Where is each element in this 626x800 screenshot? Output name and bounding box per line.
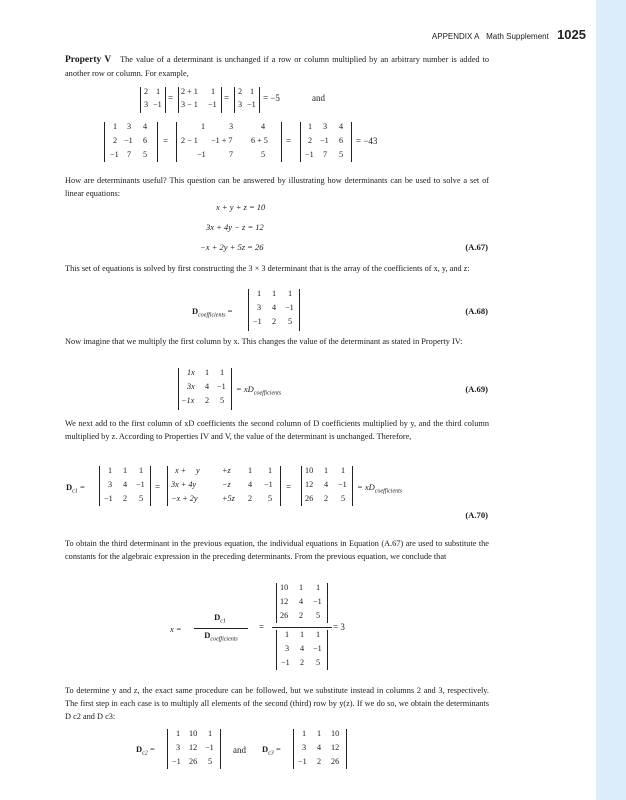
- appendix-label: APPENDIX A: [431, 32, 480, 41]
- det-2x2-a: [140, 87, 166, 113]
- matrix-cell: −1: [208, 100, 217, 109]
- page-header: [432, 27, 586, 42]
- matrix-cell: 2: [248, 494, 253, 503]
- matrix-cell: 1: [299, 583, 304, 592]
- paragraph-useful: How are determinants useful? This question can be answered by illustrating how determinants can be used to solve a set of linear equations:: [65, 176, 489, 198]
- matrix-cell: 2: [308, 136, 313, 145]
- matrix-cell: y: [196, 466, 200, 475]
- matrix-cell: 10: [305, 466, 314, 475]
- matrix-cell: 1: [341, 466, 346, 475]
- matrix-cell: 1: [324, 466, 329, 475]
- d-coefficients-label: $D_{coefficients}$ =: [192, 306, 233, 319]
- matrix-cell: 26: [189, 757, 198, 766]
- and-word: and: [312, 93, 325, 103]
- matrix-cell: +z: [222, 466, 231, 475]
- equals-sign: =: [163, 136, 169, 146]
- matrix-cell: 1: [139, 466, 144, 475]
- x-equals: x =: [170, 624, 182, 634]
- matrix-cell: 1: [113, 122, 118, 131]
- matrix-cell: 26: [280, 611, 289, 620]
- matrix-cell: 5: [208, 757, 213, 766]
- matrix-cell: 2: [317, 757, 322, 766]
- matrix-cell: 1: [201, 122, 206, 131]
- matrix-cell: 6: [339, 136, 344, 145]
- matrix-cell: 3: [108, 480, 113, 489]
- matrix-cell: 1: [288, 289, 293, 298]
- matrix-cell: 1: [123, 466, 128, 475]
- matrix-cell: −1: [110, 150, 119, 159]
- equals-sign: =: [286, 136, 292, 146]
- equation-2: 3x + 4y − z = 12: [206, 222, 264, 232]
- matrix-cell: 1: [248, 466, 253, 475]
- matrix-cell: x +: [175, 466, 187, 475]
- matrix-cell: −1: [313, 597, 322, 606]
- matrix-cell: −1: [197, 150, 206, 159]
- matrix-cell: 2: [300, 658, 305, 667]
- matrix-cell: −1: [298, 757, 307, 766]
- matrix-cell: 5: [288, 317, 293, 326]
- matrix-cell: 3 − 1: [181, 100, 198, 109]
- matrix-cell: −1: [104, 494, 113, 503]
- matrix-cell: 10: [189, 729, 198, 738]
- matrix-cell: 26: [305, 494, 314, 503]
- matrix-cell: 4: [299, 597, 304, 606]
- matrix-cell: 1: [316, 583, 321, 592]
- matrix-cell: 4: [205, 382, 210, 391]
- matrix-cell: 5: [143, 150, 148, 159]
- matrix-cell: 3: [323, 122, 328, 131]
- x-d-coefficients-a70: = $xD_{coefficients}$: [357, 482, 403, 495]
- property-v-text: The value of a determinant is unchanged if a row or column multiplied by an arbitrary number is added to another row or column. For example,: [65, 55, 490, 78]
- matrix-cell: 5: [341, 494, 346, 503]
- matrix-cell: 12: [305, 480, 314, 489]
- matrix-cell: 1: [316, 630, 321, 639]
- matrix-cell: −1: [313, 644, 322, 653]
- matrix-cell: 3: [229, 122, 234, 131]
- equals-sign: =: [155, 482, 161, 492]
- paragraph-solve: This set of equations is solved by first constructing the 3 × 3 determinant that is the array of the coefficients of x, y, and z:: [65, 264, 470, 273]
- matrix-cell: −1: [153, 100, 162, 109]
- matrix-cell: 2: [205, 396, 210, 405]
- matrix-cell: 1: [156, 87, 161, 96]
- d-c3-label: $D_{c3}$ =: [262, 744, 281, 757]
- matrix-cell: 4: [324, 480, 329, 489]
- paragraph-third: To obtain the third determinant in the previous equation, the individual equations in Equation (A.67) are used to substitute the constants for the algebraic expression in the preceding determinants. From the previous equation, we conclude that: [65, 539, 489, 561]
- paragraph-imagine: Now imagine that we multiply the first column by x. This changes the value of the determinant as stated in Property IV:: [65, 337, 463, 346]
- matrix-cell: 1: [317, 729, 322, 738]
- matrix-cell: −1: [172, 757, 181, 766]
- det-c3: [293, 729, 347, 769]
- matrix-cell: +5z: [222, 494, 235, 503]
- det-a70-1: [99, 466, 151, 506]
- matrix-cell: 3: [302, 743, 307, 752]
- paragraph-determine: To determine y and z, the exact same procedure can be followed, but we substitute instead in columns 2 and 3, respectively. The first step in each case is to multiply all elements of the second (third) row by y(z). If we do so, we obtain the determinants D c2 and D c3:: [65, 686, 489, 721]
- matrix-cell: −1: [247, 100, 256, 109]
- matrix-cell: 3x + 4y: [171, 480, 197, 489]
- matrix-cell: 4: [272, 303, 277, 312]
- matrix-cell: −1: [217, 382, 226, 391]
- equation-1: x + y + z = 10: [216, 202, 266, 212]
- matrix-cell: 12: [331, 743, 340, 752]
- property-v-title: Property V: [65, 55, 112, 65]
- fraction-numerator: $D_{c1}$: [214, 612, 226, 625]
- matrix-cell: 12: [189, 743, 198, 752]
- equation-number-a67: (A.67): [465, 242, 488, 252]
- x-d-coefficients: = $xD_{coefficients}$: [236, 384, 282, 397]
- matrix-cell: 3: [127, 122, 132, 131]
- det-3x3-b: [176, 122, 282, 162]
- equation-number-a69: (A.69): [465, 384, 488, 394]
- matrix-cell: 1: [268, 466, 273, 475]
- matrix-cell: 2: [299, 611, 304, 620]
- result-3x3: = −43: [356, 136, 378, 146]
- det-3x3-c: [300, 122, 352, 162]
- equals-sign: =: [259, 622, 265, 632]
- matrix-cell: 5: [261, 150, 266, 159]
- matrix-cell: −1: [320, 136, 329, 145]
- matrix-cell: 7: [127, 150, 132, 159]
- det-denominator: [276, 630, 328, 670]
- matrix-cell: −1: [281, 658, 290, 667]
- matrix-cell: 1: [257, 289, 262, 298]
- property-v-paragraph: [65, 53, 489, 80]
- matrix-cell: 1: [302, 729, 307, 738]
- matrix-cell: 7: [323, 150, 328, 159]
- matrix-cell: 1: [308, 122, 313, 131]
- matrix-cell: −1x: [181, 396, 195, 405]
- matrix-cell: 1: [250, 87, 255, 96]
- matrix-cell: −1: [305, 150, 314, 159]
- matrix-cell: 6: [143, 136, 148, 145]
- matrix-cell: 3: [257, 303, 262, 312]
- matrix-cell: 1: [285, 630, 290, 639]
- side-color-band: [596, 0, 626, 800]
- matrix-cell: 26: [331, 757, 340, 766]
- matrix-cell: 5: [316, 611, 321, 620]
- matrix-cell: −z: [222, 480, 231, 489]
- det-2x2-b: [178, 87, 222, 113]
- matrix-cell: 5: [316, 658, 321, 667]
- fraction-line-big: [272, 627, 332, 628]
- matrix-cell: 1: [205, 368, 210, 377]
- matrix-cell: 5: [268, 494, 273, 503]
- matrix-cell: 1: [176, 729, 181, 738]
- matrix-cell: 10: [280, 583, 289, 592]
- matrix-cell: 2: [324, 494, 329, 503]
- matrix-cell: 3: [144, 100, 149, 109]
- matrix-cell: 1: [300, 630, 305, 639]
- matrix-cell: 4: [248, 480, 253, 489]
- matrix-cell: −1: [338, 480, 347, 489]
- matrix-cell: −1: [205, 743, 214, 752]
- matrix-cell: 4: [261, 122, 266, 131]
- det-a70-3: [301, 466, 353, 506]
- matrix-cell: 2: [238, 87, 243, 96]
- equation-3: −x + 2y + 5z = 26: [200, 242, 264, 252]
- det-a70-2: [167, 466, 281, 506]
- det-x-column: [178, 368, 232, 410]
- matrix-cell: 2 − 1: [181, 136, 198, 145]
- matrix-cell: 1: [108, 466, 113, 475]
- matrix-cell: 2: [113, 136, 118, 145]
- matrix-cell: 12: [280, 597, 289, 606]
- matrix-cell: 3: [176, 743, 181, 752]
- det-coefficients: [248, 289, 300, 331]
- equation-number-a68: (A.68): [465, 306, 488, 316]
- matrix-cell: −1: [285, 303, 294, 312]
- section-label: Math Supplement: [486, 32, 549, 41]
- matrix-cell: −1: [253, 317, 262, 326]
- matrix-cell: −1 + 7: [211, 136, 233, 145]
- fraction-denominator: $D_{coefficients}$: [204, 630, 238, 643]
- and-word-final: and: [233, 745, 246, 755]
- fraction-line: [194, 628, 248, 629]
- matrix-cell: 4: [300, 644, 305, 653]
- matrix-cell: 10: [331, 729, 340, 738]
- matrix-cell: 3: [285, 644, 290, 653]
- matrix-cell: −x + 2y: [171, 494, 198, 503]
- equals-sign: =: [224, 93, 230, 103]
- matrix-cell: 2: [123, 494, 128, 503]
- matrix-cell: 3: [238, 100, 243, 109]
- matrix-cell: −1: [124, 136, 133, 145]
- matrix-cell: −1: [136, 480, 145, 489]
- matrix-cell: 1: [211, 87, 216, 96]
- matrix-cell: 2 + 1: [181, 87, 198, 96]
- equation-number-a70: (A.70): [465, 510, 488, 520]
- matrix-cell: 4: [143, 122, 148, 131]
- det-c2: [167, 729, 221, 769]
- matrix-cell: 3x: [187, 382, 195, 391]
- matrix-cell: 4: [123, 480, 128, 489]
- matrix-cell: 1: [220, 368, 225, 377]
- paragraph-next: We next add to the first column of xD coefficients the second column of D coefficients multiplied by y, and the third column multiplied by z. According to Properties IV and V, the value of the determinant is unchanged. Therefore,: [65, 419, 489, 441]
- matrix-cell: 4: [339, 122, 344, 131]
- matrix-cell: 7: [229, 150, 234, 159]
- d-c1-label: $D_{c1}$ =: [66, 482, 85, 495]
- equals-sign: =: [168, 93, 174, 103]
- det-2x2-c: [234, 87, 260, 113]
- matrix-cell: 1: [272, 289, 277, 298]
- matrix-cell: 6 + 5: [251, 136, 268, 145]
- det-3x3-a: [104, 122, 158, 162]
- result-x: = 3: [333, 622, 345, 632]
- matrix-cell: 2: [144, 87, 149, 96]
- matrix-cell: −1: [264, 480, 273, 489]
- matrix-cell: 5: [339, 150, 344, 159]
- equals-sign: =: [286, 482, 292, 492]
- matrix-cell: 5: [220, 396, 225, 405]
- result-2x2: = −5: [263, 93, 280, 103]
- page-number: 1025: [557, 27, 586, 42]
- matrix-cell: 4: [317, 743, 322, 752]
- det-numerator: [276, 583, 328, 623]
- matrix-cell: 1x: [187, 368, 195, 377]
- matrix-cell: 2: [272, 317, 277, 326]
- matrix-cell: 5: [139, 494, 144, 503]
- matrix-cell: 1: [208, 729, 213, 738]
- d-c2-label: $D_{c2}$ =: [136, 744, 155, 757]
